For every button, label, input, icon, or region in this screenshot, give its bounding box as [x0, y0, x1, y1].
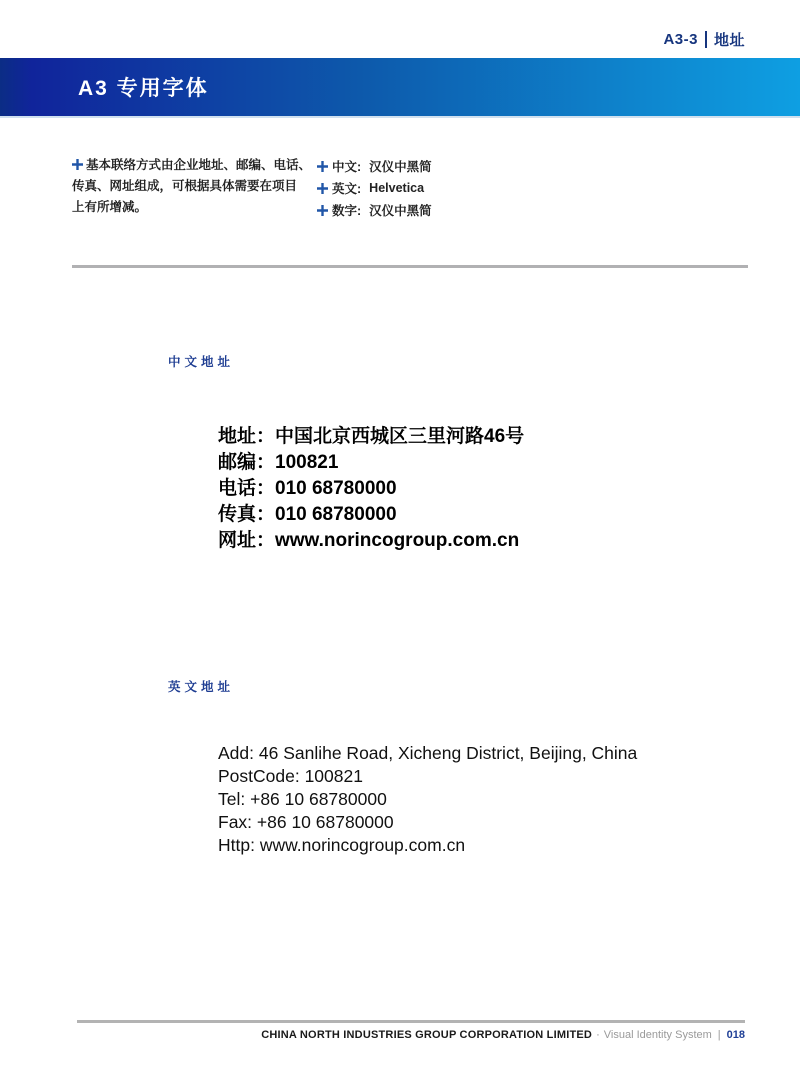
page-section-tag — [663, 29, 745, 50]
intro-line: 传真、网址组成，可根据具体需要在项目 — [72, 179, 298, 193]
font-spec-value: 汉仪中黑简 — [369, 160, 432, 174]
english-address-label: 英文地址 — [168, 680, 235, 694]
font-spec-value: Helvetica — [369, 181, 425, 195]
section-code: A3-3 — [663, 31, 698, 48]
font-spec-label: 英文: — [332, 182, 362, 196]
font-spec-row — [317, 199, 432, 221]
content-divider — [72, 265, 748, 268]
font-spec-label: 中文: — [332, 160, 362, 174]
font-spec-label: 数字: — [332, 204, 362, 218]
footer-separator: · — [596, 1029, 600, 1041]
font-spec-list — [317, 155, 432, 221]
address-line: Http: www.norincogroup.com.cn — [218, 835, 466, 855]
intro-line: 上有所增减。 — [72, 200, 148, 214]
address-line: Add: 46 Sanlihe Road, Xicheng District, Beijing, China — [218, 743, 638, 763]
cross-marker-icon — [317, 161, 328, 172]
english-address-block — [218, 742, 637, 857]
address-line: PostCode: 100821 — [218, 766, 363, 786]
address-line: 地址：中国北京西城区三里河路46号 — [218, 426, 525, 447]
footer-company: CHINA NORTH INDUSTRIES GROUP CORPORATION LIMITED — [261, 1029, 593, 1041]
title-bar — [0, 58, 800, 118]
font-spec-row — [317, 177, 432, 199]
address-line: Tel: +86 10 68780000 — [218, 789, 387, 809]
intro-note — [72, 155, 322, 218]
footer-system: Visual Identity System — [603, 1029, 712, 1041]
cross-marker-icon — [317, 205, 328, 216]
chinese-address-block — [218, 424, 524, 554]
font-spec-row — [317, 155, 432, 177]
address-line: 电话：010 68780000 — [218, 478, 397, 499]
cross-marker-icon — [72, 159, 83, 170]
footer-pipe: | — [717, 1029, 721, 1041]
address-line: 网址：www.norincogroup.com.cn — [218, 530, 520, 551]
page-title: A3 专用字体 — [78, 77, 209, 100]
footer-page-number: 018 — [726, 1029, 745, 1041]
intro-line: 基本联络方式由企业地址、邮编、电话、 — [86, 158, 312, 172]
footer — [261, 1029, 745, 1041]
font-spec-value: 汉仪中黑简 — [369, 204, 432, 218]
footer-rule — [77, 1020, 745, 1023]
address-line: 传真：010 68780000 — [218, 504, 397, 525]
chinese-address-label: 中文地址 — [168, 355, 235, 369]
address-line: Fax: +86 10 68780000 — [218, 812, 394, 832]
address-line: 邮编：100821 — [218, 452, 339, 473]
section-name: 地址 — [713, 32, 745, 49]
cross-marker-icon — [317, 183, 328, 194]
tag-divider — [705, 31, 707, 48]
